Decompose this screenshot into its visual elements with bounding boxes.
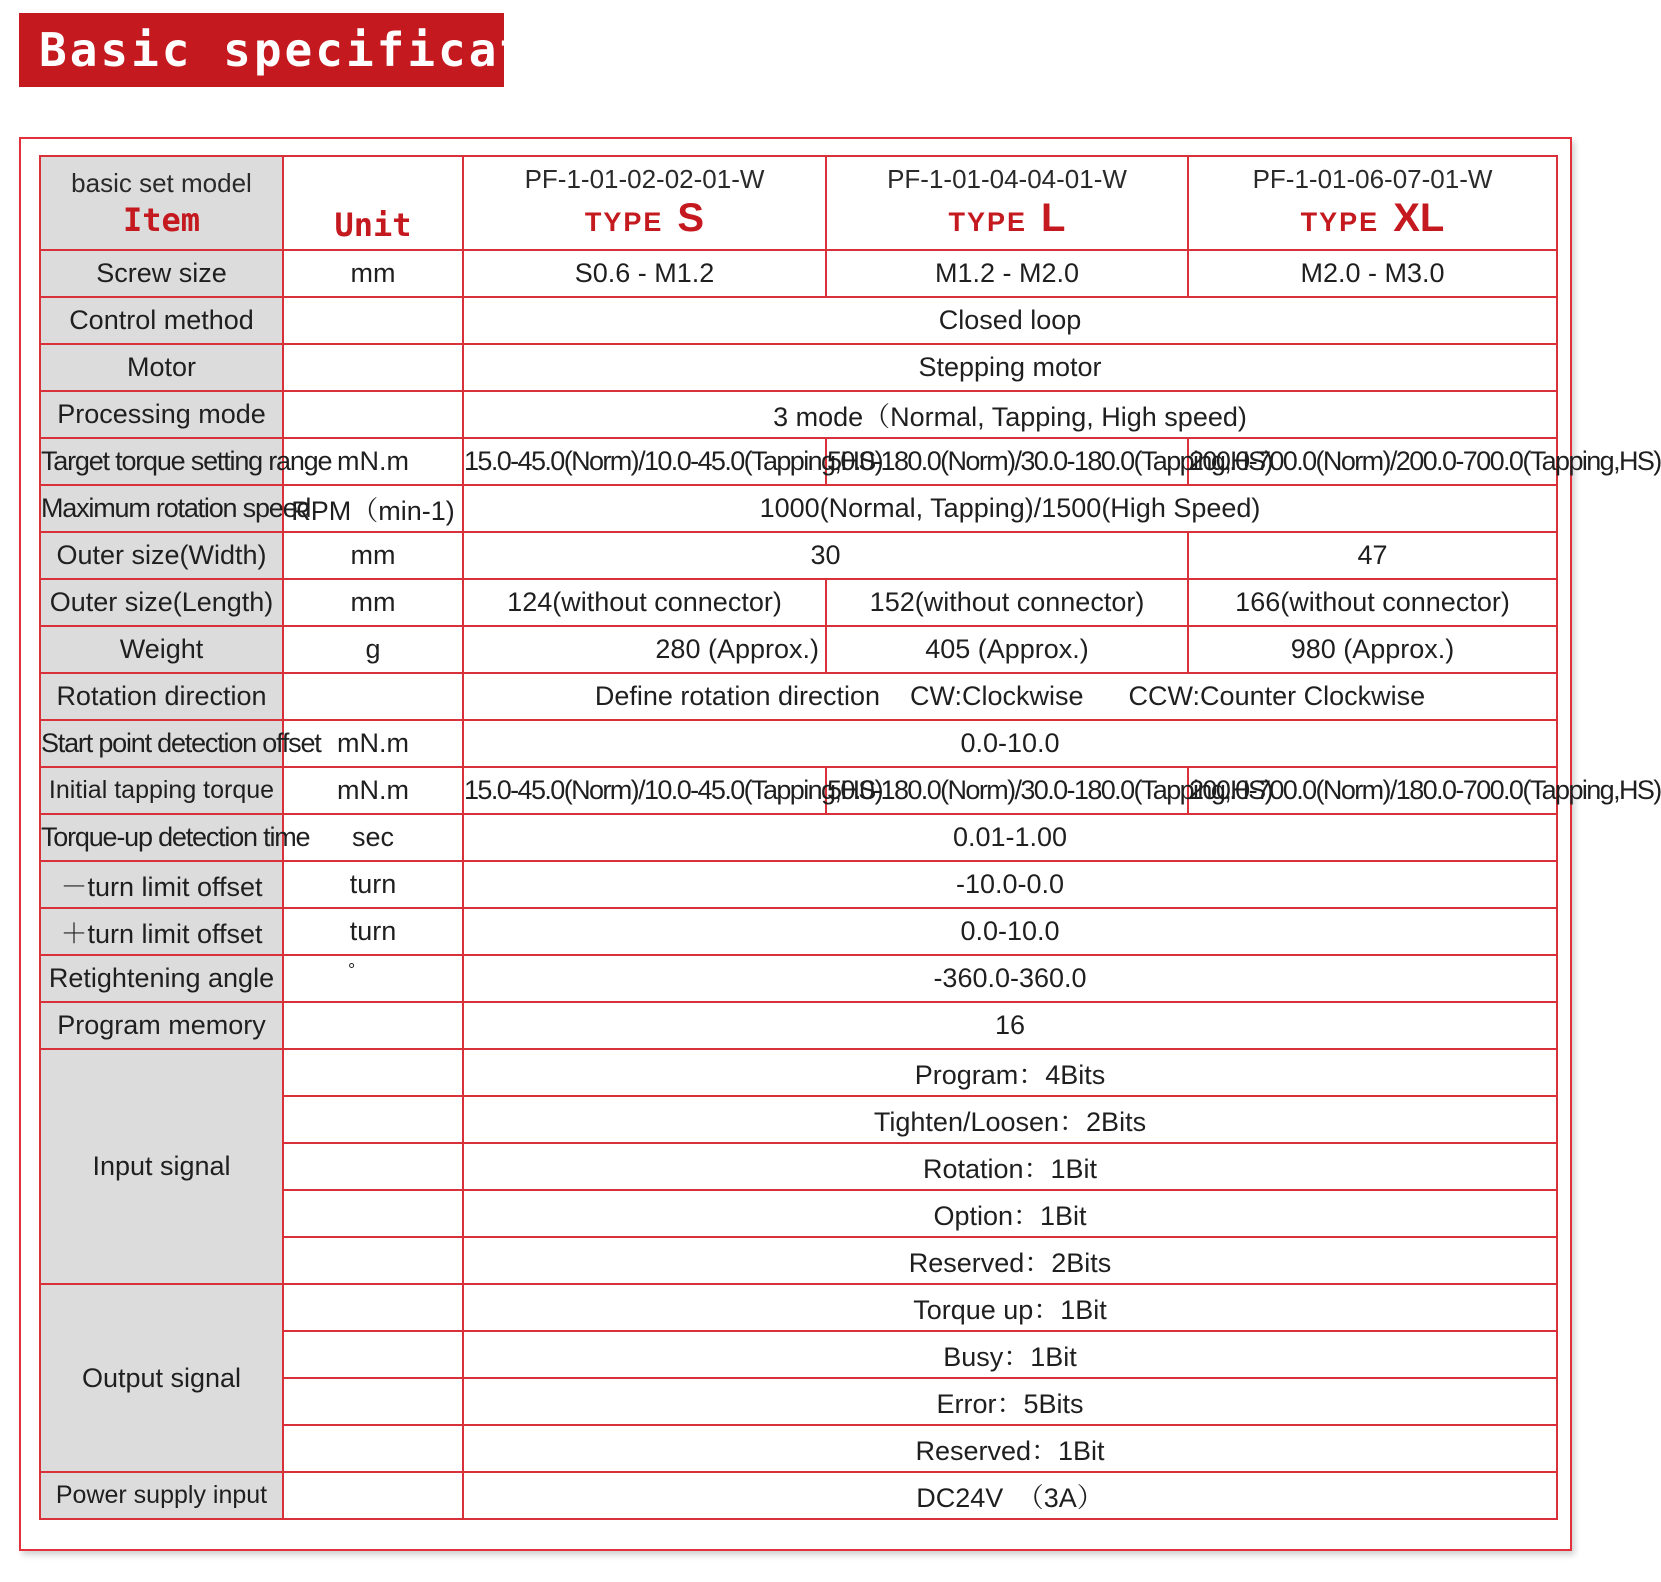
value-cell-all: Error：5Bits xyxy=(463,1378,1557,1425)
unit-cell: RPM（min-1) xyxy=(283,485,463,532)
unit-cell xyxy=(283,1049,463,1096)
spec-frame xyxy=(19,137,1661,1551)
item-header xyxy=(40,156,283,250)
item-cell: Maximum rotation speed xyxy=(40,485,283,532)
unit-cell xyxy=(283,1284,463,1331)
row-outer-length xyxy=(40,579,1557,626)
value-cell-all: 0.0-10.0 xyxy=(463,720,1557,767)
item-cell: Outer size(Width) xyxy=(40,532,283,579)
value-cell-l: M1.2 - M2.0 xyxy=(826,250,1188,297)
value-cell-xl: M2.0 - M3.0 xyxy=(1188,250,1557,297)
row-torque-up-time xyxy=(40,814,1557,861)
value-cell-l: 50.0-180.0(Norm)/30.0-180.0(Tapping,HS) xyxy=(826,767,1188,814)
header-row xyxy=(40,156,1557,250)
unit-cell xyxy=(283,1425,463,1472)
value-cell-s: 280 (Approx.) xyxy=(463,626,826,673)
row-rotation-direction xyxy=(40,673,1557,720)
value-cell-all: 0.0-10.0 xyxy=(463,908,1557,955)
item-cell: Outer size(Length) xyxy=(40,579,283,626)
item-cell: Processing mode xyxy=(40,391,283,438)
row-processing-mode xyxy=(40,391,1557,438)
item-cell: Rotation direction xyxy=(40,673,283,720)
unit-cell xyxy=(283,1237,463,1284)
row-retightening-angle xyxy=(40,955,1557,1002)
value-cell-all: 0.01-1.00 xyxy=(463,814,1557,861)
unit-cell xyxy=(283,297,463,344)
model-code-s: PF-1-01-02-02-01-W xyxy=(524,164,765,194)
row-motor xyxy=(40,344,1557,391)
value-cell-all: Tighten/Loosen：2Bits xyxy=(463,1096,1557,1143)
item-cell: Screw size xyxy=(40,250,283,297)
unit-cell: turn xyxy=(283,908,463,955)
item-cell: －turn limit offset xyxy=(40,861,283,908)
unit-label: Unit xyxy=(334,206,412,244)
value-cell-all: -360.0-360.0 xyxy=(463,955,1557,1002)
model-header-l xyxy=(826,156,1188,250)
value-cell-all: Rotation：1Bit xyxy=(463,1143,1557,1190)
row-output-signal xyxy=(40,1284,1557,1331)
item-cell: Control method xyxy=(40,297,283,344)
type-letter-xl: XL xyxy=(1393,196,1445,240)
item-cell: Retightening angle xyxy=(40,955,283,1002)
unit-cell: g xyxy=(283,626,463,673)
unit-cell: turn xyxy=(283,861,463,908)
item-cell: Input signal xyxy=(40,1049,283,1284)
type-word-s: TYPE xyxy=(584,207,664,237)
row-start-offset xyxy=(40,720,1557,767)
unit-cell: mm xyxy=(283,579,463,626)
value-cell-all: Program：4Bits xyxy=(463,1049,1557,1096)
spec-table xyxy=(39,155,1661,1520)
unit-cell: sec xyxy=(283,814,463,861)
model-header-s xyxy=(463,156,826,250)
unit-header xyxy=(283,156,463,250)
row-screw-size xyxy=(40,250,1557,297)
value-cell-all: 16 xyxy=(463,1002,1557,1049)
row-power-supply xyxy=(40,1472,1557,1519)
row-target-torque xyxy=(40,438,1557,485)
unit-cell: mm xyxy=(283,250,463,297)
item-cell: Torque-up detection time xyxy=(40,814,283,861)
row-program-memory xyxy=(40,1002,1557,1049)
value-cell-all: DC24V （3A） xyxy=(463,1472,1557,1519)
item-cell: Program memory xyxy=(40,1002,283,1049)
section-title: Basic specification xyxy=(19,13,504,87)
value-cell-all: Define rotation direction CW:Clockwise CCW:Counter Clockwise xyxy=(463,673,1557,720)
unit-cell xyxy=(283,1143,463,1190)
value-cell-all: Busy：1Bit xyxy=(463,1331,1557,1378)
value-cell-l: 152(without connector) xyxy=(826,579,1188,626)
row-max-rotation xyxy=(40,485,1557,532)
model-code-l: PF-1-01-04-04-01-W xyxy=(887,164,1127,194)
item-cell: Target torque setting range xyxy=(40,438,283,485)
unit-cell xyxy=(283,1002,463,1049)
model-header-xl xyxy=(1188,156,1557,250)
item-label: Item xyxy=(122,201,201,239)
value-cell-xl: 200.0-700.0(Norm)/180.0-700.0(Tapping,HS) xyxy=(1188,767,1557,814)
unit-cell xyxy=(283,1096,463,1143)
row-plus-turn-limit xyxy=(40,908,1557,955)
unit-cell: mN.m xyxy=(283,720,463,767)
value-cell-s: 15.0-45.0(Norm)/10.0-45.0(Tapping,HS) xyxy=(463,767,826,814)
unit-cell xyxy=(283,1190,463,1237)
unit-cell: mN.m xyxy=(283,767,463,814)
value-cell-all: Closed loop xyxy=(463,297,1557,344)
value-cell-all: -10.0-0.0 xyxy=(463,861,1557,908)
item-cell: Motor xyxy=(40,344,283,391)
value-cell-xl: 200.0-700.0(Norm)/200.0-700.0(Tapping,HS) xyxy=(1188,438,1557,485)
item-cell: Output signal xyxy=(40,1284,283,1472)
value-cell-l: 50.0-180.0(Norm)/30.0-180.0(Tapping,HS) xyxy=(826,438,1188,485)
item-cell: Start point detection offset xyxy=(40,720,283,767)
model-label: basic set model xyxy=(71,168,252,198)
type-word-xl: TYPE xyxy=(1300,207,1380,237)
value-cell-xl: 980 (Approx.) xyxy=(1188,626,1557,673)
model-code-xl: PF-1-01-06-07-01-W xyxy=(1252,164,1493,194)
item-cell: Initial tapping torque xyxy=(40,767,283,814)
unit-cell: mm xyxy=(283,532,463,579)
value-cell-all: Reserved：2Bits xyxy=(463,1237,1557,1284)
value-cell-all: Torque up：1Bit xyxy=(463,1284,1557,1331)
unit-cell xyxy=(283,673,463,720)
row-weight xyxy=(40,626,1557,673)
unit-cell xyxy=(283,391,463,438)
unit-cell xyxy=(283,344,463,391)
value-cell-all: Option：1Bit xyxy=(463,1190,1557,1237)
item-cell: Weight xyxy=(40,626,283,673)
value-cell-s: 124(without connector) xyxy=(463,579,826,626)
unit-cell: ° xyxy=(283,955,463,1002)
row-control-method xyxy=(40,297,1557,344)
value-cell-s: 15.0-45.0(Norm)/10.0-45.0(Tapping,HS) xyxy=(463,438,826,485)
value-cell-xl: 166(without connector) xyxy=(1188,579,1557,626)
type-letter-l: L xyxy=(1041,196,1066,240)
value-cell-s: S0.6 - M1.2 xyxy=(463,250,826,297)
unit-cell: mN.m xyxy=(283,438,463,485)
row-minus-turn-limit xyxy=(40,861,1557,908)
row-input-signal xyxy=(40,1049,1557,1096)
unit-cell xyxy=(283,1472,463,1519)
item-cell: ＋turn limit offset xyxy=(40,908,283,955)
value-cell-all: 3 mode（Normal, Tapping, High speed) xyxy=(463,391,1557,438)
row-initial-tapping xyxy=(40,767,1557,814)
unit-cell xyxy=(283,1331,463,1378)
type-letter-s: S xyxy=(677,196,705,240)
value-cell-all: Reserved：1Bit xyxy=(463,1425,1557,1472)
type-word-l: TYPE xyxy=(948,207,1028,237)
value-cell-all: 1000(Normal, Tapping)/1500(High Speed) xyxy=(463,485,1557,532)
value-cell-xl: 47 xyxy=(1188,532,1557,579)
value-cell-s-l: 30 xyxy=(463,532,1188,579)
item-cell: Power supply input xyxy=(40,1472,283,1519)
row-outer-width xyxy=(40,532,1557,579)
value-cell-l: 405 (Approx.) xyxy=(826,626,1188,673)
value-cell-all: Stepping motor xyxy=(463,344,1557,391)
unit-cell xyxy=(283,1378,463,1425)
